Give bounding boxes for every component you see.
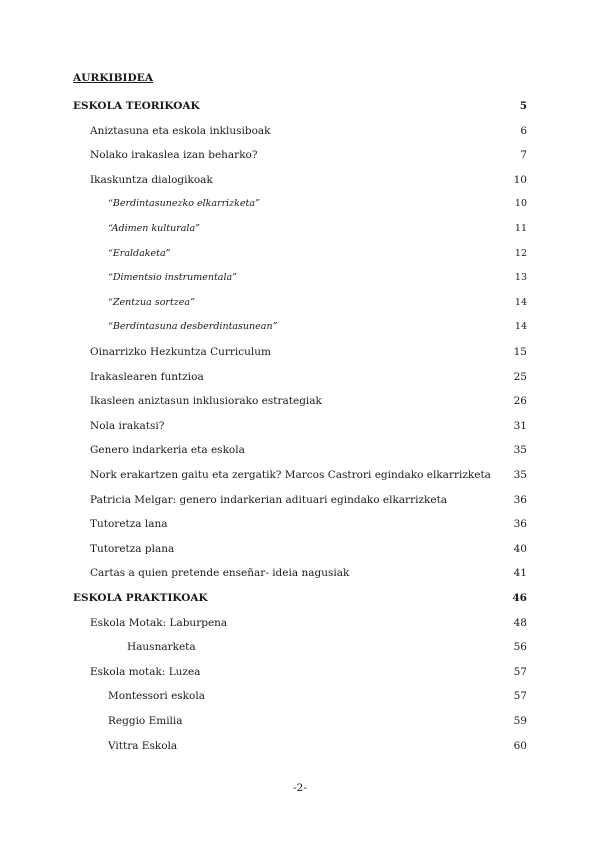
toc-entry-page: 25 bbox=[513, 370, 527, 383]
toc-entry[interactable] bbox=[0, 96, 600, 116]
toc-entry[interactable] bbox=[0, 145, 600, 165]
toc-entry[interactable] bbox=[0, 613, 600, 633]
toc-entry[interactable] bbox=[0, 711, 600, 731]
toc-entry-label: Tutoretza plana bbox=[90, 542, 175, 555]
toc-entry-label: Irakaslearen funtzioa bbox=[90, 370, 204, 383]
toc-entry[interactable] bbox=[0, 367, 600, 387]
toc-entry-label: Ikaskuntza dialogikoak bbox=[90, 173, 213, 186]
toc-entry-label: Cartas a quien pretende enseñar- ideia nagusiak bbox=[90, 567, 350, 580]
toc-entry-page: 35 bbox=[513, 469, 527, 481]
toc-entry[interactable] bbox=[0, 121, 600, 141]
toc-entry-page: 48 bbox=[513, 616, 527, 629]
toc-entry-label: “Zentzua sortzea” bbox=[108, 296, 195, 308]
toc-entry[interactable] bbox=[0, 391, 600, 411]
page-number: -2- bbox=[293, 782, 307, 794]
toc-entry[interactable] bbox=[0, 539, 600, 559]
toc-entry-page: 57 bbox=[513, 690, 527, 703]
toc-entry-page: 36 bbox=[513, 518, 527, 531]
toc-entry-page: 11 bbox=[514, 223, 527, 234]
toc-entry-page: 46 bbox=[512, 592, 527, 604]
toc-entry[interactable] bbox=[0, 637, 600, 657]
toc-entry-label: Genero indarkeria eta eskola bbox=[90, 444, 245, 457]
toc-entry-page: 10 bbox=[514, 198, 527, 210]
toc-entry[interactable] bbox=[0, 514, 600, 534]
toc-entry[interactable] bbox=[0, 662, 600, 682]
toc-entry-label: Nork erakartzen gaitu eta zergatik? Marcos Castrori egindako elkarrizketa bbox=[90, 469, 491, 481]
toc-entry-label: “Dimentsio instrumentala” bbox=[108, 272, 238, 284]
toc-entry-page: 14 bbox=[514, 296, 527, 308]
toc-entry[interactable] bbox=[0, 268, 600, 288]
toc-entry-page: 41 bbox=[513, 567, 527, 580]
toc-entry[interactable] bbox=[0, 219, 600, 239]
toc-entry[interactable] bbox=[0, 563, 600, 583]
toc-entry-label: Nolako irakaslea izan beharko? bbox=[90, 149, 258, 162]
toc-entry-label: Eskola Motak: Laburpena bbox=[90, 616, 228, 629]
toc-entry[interactable] bbox=[0, 170, 600, 190]
toc-entry[interactable] bbox=[0, 317, 600, 337]
toc-entry-label: “Eraldaketa” bbox=[108, 247, 171, 259]
toc-entry-label: Patricia Melgar: genero indarkerian adituari egindako elkarrizketa bbox=[90, 493, 448, 506]
toc-entry-page: 56 bbox=[513, 641, 527, 654]
toc-entry-page: 15 bbox=[513, 346, 527, 358]
toc-entry-page: 59 bbox=[513, 715, 527, 727]
toc-entry-page: 5 bbox=[519, 100, 527, 112]
toc-entry-label: Vittra Eskola bbox=[108, 739, 178, 752]
toc-entry-page: 40 bbox=[513, 542, 527, 555]
toc-entry[interactable] bbox=[0, 686, 600, 706]
toc-entry[interactable] bbox=[0, 588, 600, 608]
toc-entry[interactable] bbox=[0, 490, 600, 510]
toc-entry-label: ESKOLA PRAKTIKOAK bbox=[73, 592, 208, 604]
toc-entry-page: 10 bbox=[513, 173, 527, 186]
toc-entry-label: Ikasleen aniztasun inklusiorako estrategiak bbox=[90, 395, 322, 408]
toc-title: AURKIBIDEA bbox=[73, 72, 154, 84]
toc-entry[interactable] bbox=[0, 416, 600, 436]
toc-entry[interactable] bbox=[0, 194, 600, 214]
toc-entry-page: 60 bbox=[513, 739, 527, 752]
toc-entry-page: 6 bbox=[520, 124, 527, 137]
toc-entry-label: “Berdintasunezko elkarrizketa” bbox=[108, 198, 260, 210]
toc-entry-label: Oinarrizko Hezkuntza Curriculum bbox=[90, 346, 271, 358]
toc-entry-label: “Adimen kulturala” bbox=[108, 223, 200, 234]
toc-entry-page: 26 bbox=[513, 395, 527, 408]
toc-entry-label: Nola irakatsi? bbox=[90, 419, 165, 432]
toc-entry-page: 35 bbox=[513, 444, 527, 457]
toc-entry-label: ESKOLA TEORIKOAK bbox=[73, 100, 200, 112]
toc-entry[interactable] bbox=[0, 736, 600, 756]
toc-entry-label: Reggio Emilia bbox=[108, 715, 183, 727]
toc-entry-label: Aniztasuna eta eskola inklusiboak bbox=[90, 124, 271, 137]
toc-entry[interactable] bbox=[0, 244, 600, 264]
toc-entry-page: 36 bbox=[513, 493, 527, 506]
toc-entry-page: 31 bbox=[513, 419, 527, 432]
toc-entry[interactable] bbox=[0, 440, 600, 460]
toc-entry-label: Eskola motak: Luzea bbox=[90, 665, 201, 678]
toc-entry-page: 57 bbox=[513, 665, 527, 678]
toc-entry-page: 13 bbox=[514, 272, 527, 284]
toc-entry[interactable] bbox=[0, 293, 600, 313]
toc-entry-page: 14 bbox=[514, 321, 527, 333]
toc-entry[interactable] bbox=[0, 465, 600, 485]
toc-entry[interactable] bbox=[0, 342, 600, 362]
toc-entry-label: Montessori eskola bbox=[108, 690, 205, 703]
toc-entry-label: Hausnarketa bbox=[127, 641, 196, 654]
toc-entry-page: 7 bbox=[520, 149, 527, 162]
toc-entry-page: 12 bbox=[514, 247, 527, 259]
toc-entry-label: Tutoretza lana bbox=[90, 518, 168, 531]
toc-entry-label: “Berdintasuna desberdintasunean” bbox=[108, 321, 278, 333]
